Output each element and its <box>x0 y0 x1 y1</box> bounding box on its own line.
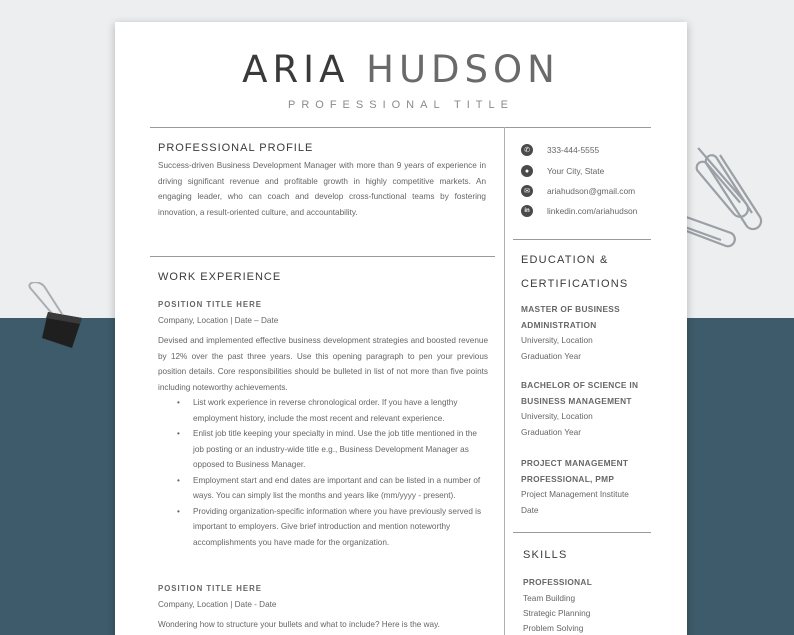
email-icon: ✉ <box>521 185 533 197</box>
certification-details <box>521 487 629 518</box>
certification-title-line2: PROFESSIONAL, PMP <box>521 473 615 484</box>
list-item: • Employment start and end dates are important and can be listed in a number of ways. You can simply list the months and years like (mm/yyyy - present). <box>158 473 488 504</box>
binder-clip-icon <box>18 282 93 352</box>
degree-school: University, Location <box>521 411 593 421</box>
location-text: Your City, State <box>547 166 605 176</box>
profile-text: Success-driven Business Development Manager with more than 9 years of experience in driving significant revenue and profitable growth in highly competitive markets. An engaging leader, who can coach and develop cross-functional teams by fostering innovation, a result-oriented culture, and accountability. <box>158 161 486 217</box>
certification-title-line1: PROJECT MANAGEMENT <box>521 458 629 468</box>
skill-item: Strategic Planning <box>523 608 591 618</box>
degree-title-line1: MASTER OF BUSINESS <box>521 304 620 314</box>
education-heading-line2: CERTIFICATIONS <box>521 278 629 290</box>
contact-linkedin <box>521 204 637 218</box>
education-heading-line1: EDUCATION & <box>521 254 609 266</box>
profile-divider <box>150 256 495 257</box>
list-item: • List work experience in reverse chronological order. If you have a lengthy employment history, include the most recent and relevant experience. <box>158 395 488 426</box>
degree-details <box>521 409 593 440</box>
professional-title: PROFESSIONAL TITLE <box>288 99 514 111</box>
contact-location <box>521 164 604 178</box>
skill-item: Problem Solving <box>523 623 584 633</box>
location-pin-icon: ● <box>521 165 533 177</box>
job-summary: Wondering how to structure your bullets and what to include? Here is the way. <box>158 620 440 629</box>
skills-heading: SKILLS <box>523 549 568 561</box>
skill-item: Team Building <box>523 593 576 603</box>
job-title: POSITION TITLE HERE <box>158 584 262 593</box>
degree-title <box>521 302 651 333</box>
degree-title-line1: BACHELOR OF SCIENCE IN <box>521 380 639 390</box>
degree-year: Graduation Year <box>521 426 581 437</box>
skills-group-title: PROFESSIONAL <box>523 577 593 587</box>
column-divider <box>504 127 505 635</box>
email-text: ariahudson@gmail.com <box>547 186 636 196</box>
header-divider <box>150 127 651 128</box>
contact-email <box>521 184 635 198</box>
degree-title-line2: ADMINISTRATION <box>521 319 597 330</box>
degree-title <box>521 378 651 409</box>
phone-icon: ✆ <box>521 144 533 156</box>
job-meta: Company, Location | Date - Date <box>158 600 277 609</box>
candidate-name <box>115 48 687 91</box>
linkedin-icon: in <box>521 205 533 217</box>
certification-issuer: Project Management Institute <box>521 489 629 499</box>
degree-school: University, Location <box>521 335 593 345</box>
job-bullets <box>158 395 488 550</box>
list-item: • Enlist job title keeping your specialty in mind. Use the job title mentioned in the job posting or an industry-wide title e.g., Business Development Manager as opposed to Business Manager. <box>158 426 488 473</box>
experience-heading: WORK EXPERIENCE <box>158 271 282 283</box>
job-title: POSITION TITLE HERE <box>158 300 262 309</box>
resume-page <box>115 22 687 635</box>
phone-text: 333-444-5555 <box>547 145 600 155</box>
education-divider <box>513 532 651 533</box>
list-item: • Providing organization-specific information where you have previously served is important to employers. Give brief introduction and mention noteworthy accomplishments you have made for the organization. <box>158 504 488 551</box>
job-summary: Devised and implemented effective business development strategies and boosted revenue by 12% over the past three years. Use this opening paragraph to pen your previous position details. Core responsibilities should be bulleted in list of not more than five points including noteworthy achievements. <box>158 336 488 392</box>
certification-title <box>521 456 651 487</box>
degree-details <box>521 333 593 364</box>
certification-date: Date <box>521 504 539 515</box>
first-name: ARIA <box>242 48 350 91</box>
degree-title-line2: BUSINESS MANAGEMENT <box>521 395 632 406</box>
last-name: HUDSON <box>366 48 560 91</box>
job-meta: Company, Location | Date – Date <box>158 316 279 325</box>
linkedin-text: linkedin.com/ariahudson <box>547 206 638 216</box>
contact-phone <box>521 143 599 157</box>
education-heading <box>521 248 628 296</box>
degree-year: Graduation Year <box>521 350 581 361</box>
contact-divider <box>513 239 651 240</box>
profile-heading: PROFESSIONAL PROFILE <box>158 142 314 154</box>
